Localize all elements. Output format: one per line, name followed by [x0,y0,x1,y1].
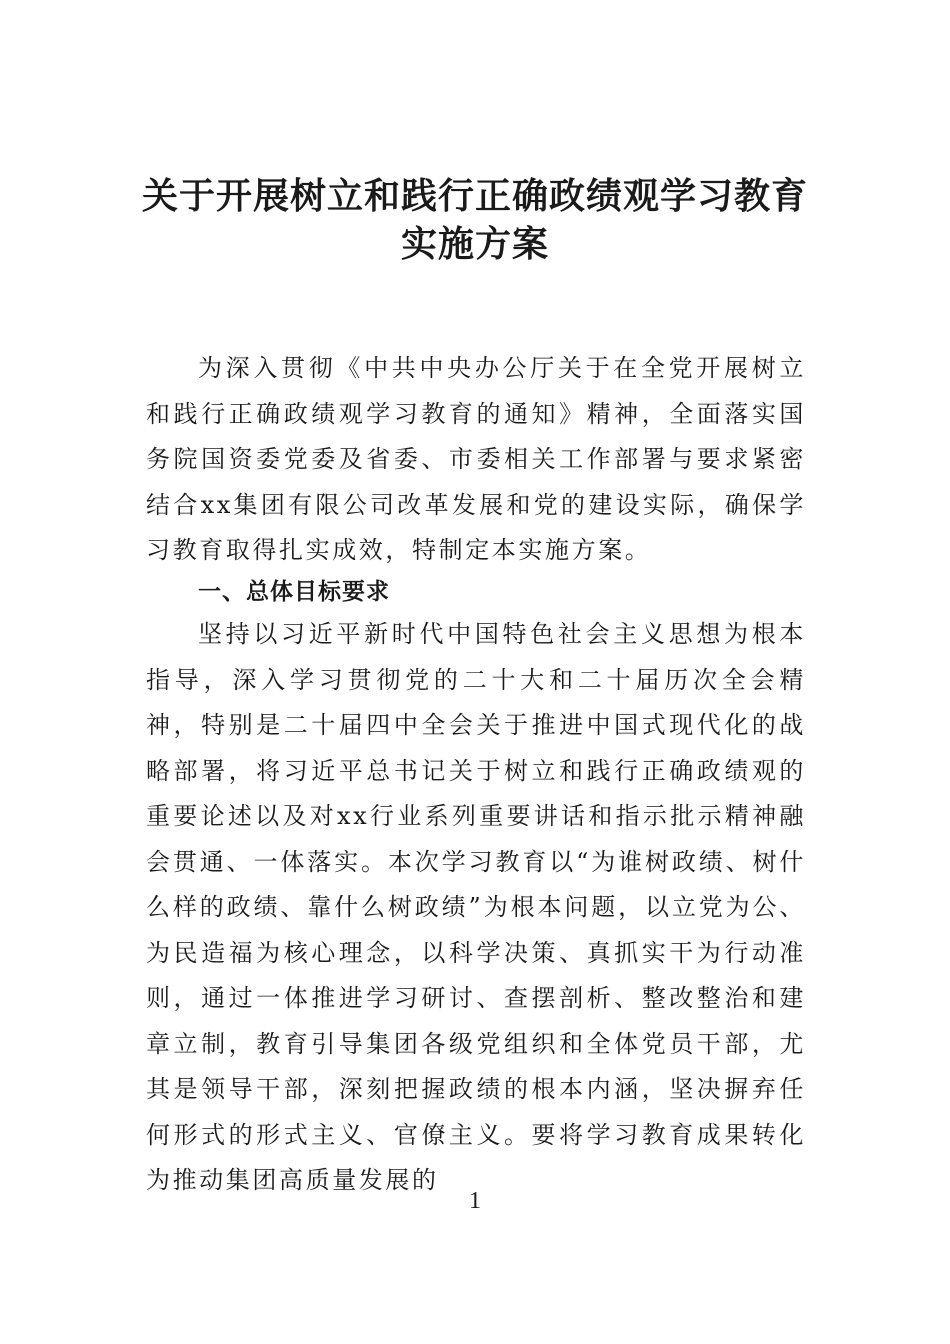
document-title-line-2: 实施方案 [400,224,549,265]
section-1-paragraph: 坚持以习近平新时代中国特色社会主义思想为根本指导，深入学习贯彻党的二十大和二十届历次全会精神，特别是二十届四中全会关于推进中国式现代化的战略部署，将习近平总书记关于树立和践行正确政绩观的重要论述以及对xx行业系列重要讲话和指示批示精神融会贯通、一体落实。本次学习教育以“为谁树政绩、树什么样的政绩、靠什么树政绩”为根本问题，以立党为公、为民造福为核心理念，以科学决策、真抓实干为行动准则，通过一体推进学习研讨、查摆剖析、整改整治和建章立制，教育引导集团各级党组织和全体党员干部，尤其是领导干部，深刻把握政绩的根本内涵，坚决摒弃任何形式的形式主义、官僚主义。要将学习教育成果转化为推动集团高质量发展的 [146,620,806,1194]
document-title-line-1: 关于开展树立和践行正确政绩观学习教育 [141,176,808,217]
intro-paragraph: 为深入贯彻《中共中央办公厅关于在全党开展树立和践行正确政绩观学习教育的通知》精神，全面落实国务院国资委党委及省委、市委相关工作部署与要求紧密结合xx集团有限公司改革发展和党的建设实际，确保学习教育取得扎实成效，特制定本实施方案。 [146,354,806,564]
page-number: 1 [469,1188,481,1214]
section-heading-general-goals: 一、总体目标要求 [198,579,390,605]
